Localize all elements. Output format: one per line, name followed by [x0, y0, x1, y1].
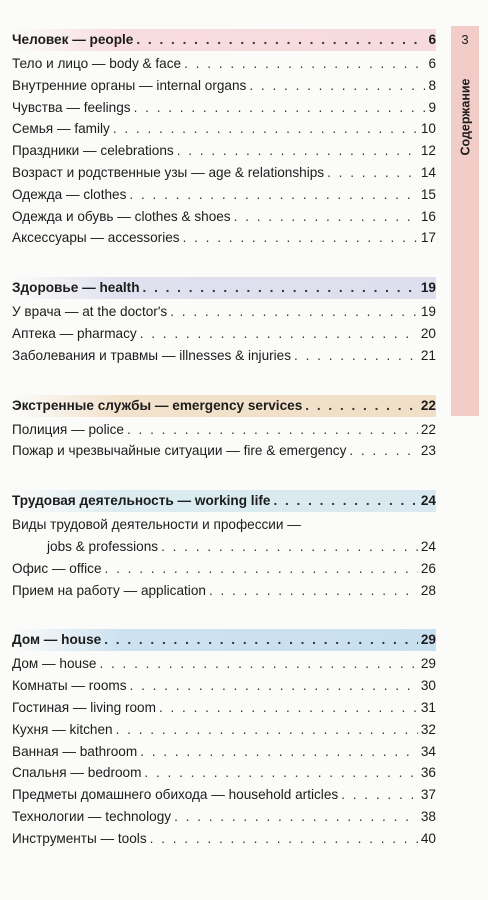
entry-page: 16 — [420, 208, 436, 224]
toc-section-heading[interactable] — [12, 29, 436, 51]
dot-leader — [159, 697, 418, 719]
dot-leader — [140, 741, 418, 763]
side-tab-label: Содержание — [458, 78, 473, 156]
dot-leader — [177, 140, 418, 162]
dot-leader — [327, 162, 418, 184]
toc-entry[interactable] — [12, 806, 436, 828]
entry-page: 37 — [420, 787, 436, 803]
entry-title: Ванная — bathroom — [12, 743, 138, 759]
entry-page: 22 — [420, 421, 436, 437]
toc-entry[interactable] — [12, 697, 436, 719]
dot-leader — [183, 227, 418, 249]
entry-page: 14 — [420, 164, 436, 180]
entry-page: 36 — [420, 765, 436, 781]
heading-title: Экстренные службы — emergency services — [12, 397, 303, 413]
entry-title: Спальня — bedroom — [12, 765, 142, 781]
toc-entry[interactable] — [12, 206, 436, 228]
toc-entry[interactable] — [12, 719, 436, 741]
toc-entry[interactable] — [12, 741, 436, 763]
entry-page: 24 — [420, 538, 436, 554]
entry-page: 30 — [420, 678, 436, 694]
toc-entry[interactable] — [12, 97, 436, 119]
entry-title: Возраст и родственные узы — age & relationships — [12, 164, 325, 180]
dot-leader — [341, 784, 418, 806]
dot-leader — [273, 490, 417, 512]
entry-page: 17 — [420, 230, 436, 246]
entry-title: Тело и лицо — body & face — [12, 56, 182, 71]
toc-entry[interactable] — [12, 345, 436, 367]
entry-title: Аксессуары — accessories — [12, 230, 180, 246]
dot-leader — [134, 97, 426, 119]
toc-entry[interactable] — [12, 653, 436, 675]
toc-entry[interactable] — [12, 53, 436, 75]
entry-page: 19 — [420, 304, 436, 320]
toc-section-heading[interactable] — [12, 490, 436, 512]
entry-title: Офис — office — [12, 560, 102, 576]
entry-title: Комнаты — rooms — [12, 678, 127, 694]
dot-leader — [136, 29, 425, 51]
entry-title: Внутренние органы — internal organs — [12, 77, 247, 93]
toc-entry[interactable] — [12, 828, 436, 850]
entry-title: Пожар и чрезвычайные ситуации — fire & emergency — [12, 443, 347, 459]
dot-leader — [144, 762, 417, 784]
toc-entry[interactable] — [12, 162, 436, 184]
dot-leader — [130, 675, 418, 697]
entry-page: 12 — [420, 143, 436, 159]
toc-entry[interactable] — [12, 184, 436, 206]
dot-leader — [140, 323, 418, 345]
toc-entry[interactable] — [12, 675, 436, 697]
entry-page: 15 — [420, 186, 436, 202]
entry-title: Технологии — technology — [12, 808, 172, 824]
dot-leader — [105, 558, 418, 580]
toc-section-emergency — [12, 395, 436, 463]
side-tab — [451, 26, 479, 416]
toc-section-people — [12, 29, 436, 249]
toc-entry[interactable] — [12, 301, 436, 323]
toc-entry[interactable] — [12, 536, 436, 558]
dot-leader — [99, 653, 417, 675]
entry-title: Дом — house — [12, 656, 97, 672]
entry-title: Аптека — pharmacy — [12, 325, 137, 341]
toc-section-working-life — [12, 490, 436, 601]
toc-entry[interactable] — [12, 558, 436, 580]
heading-page: 24 — [420, 493, 436, 509]
heading-title: Здоровье — health — [12, 280, 140, 296]
entry-title: Кухня — kitchen — [12, 721, 113, 737]
toc-entry[interactable] — [12, 762, 436, 784]
dot-leader — [104, 629, 418, 651]
toc-section-health — [12, 277, 436, 366]
heading-page: 6 — [428, 32, 436, 47]
entry-title: Предметы домашнего обихода — household articles — [12, 787, 339, 803]
dot-leader — [127, 419, 418, 441]
entry-page: 23 — [420, 443, 436, 459]
toc-entry[interactable] — [12, 514, 436, 536]
toc-entry[interactable] — [12, 118, 436, 140]
toc-entry[interactable] — [12, 323, 436, 345]
toc-section-house — [12, 629, 436, 849]
dot-leader — [174, 806, 418, 828]
toc-entry[interactable] — [12, 227, 436, 249]
entry-page: 8 — [428, 77, 436, 93]
dot-leader — [129, 184, 417, 206]
entry-page: 29 — [420, 656, 436, 672]
toc-entry[interactable] — [12, 140, 436, 162]
heading-title: Трудовая деятельность — working life — [12, 493, 271, 509]
entry-page: 20 — [420, 325, 436, 341]
entry-title: Одежда и обувь — clothes & shoes — [12, 208, 231, 224]
entry-page: 34 — [420, 743, 436, 759]
table-of-contents — [12, 29, 436, 864]
entry-page: 38 — [420, 808, 436, 824]
dot-leader — [170, 301, 418, 323]
entry-page: 28 — [420, 582, 436, 598]
entry-title: Инструменты — tools — [12, 830, 147, 846]
toc-section-heading[interactable] — [12, 629, 436, 651]
entry-title: Праздники — celebrations — [12, 143, 174, 159]
dot-leader — [116, 719, 418, 741]
toc-section-heading[interactable] — [12, 395, 436, 417]
toc-entry[interactable] — [12, 784, 436, 806]
entry-page: 26 — [420, 560, 436, 576]
dot-leader — [305, 395, 418, 417]
dot-leader — [150, 828, 418, 850]
dot-leader — [234, 206, 418, 228]
dot-leader — [184, 53, 425, 75]
entry-title: Виды трудовой деятельности и профессии — — [12, 517, 301, 533]
toc-entry[interactable] — [12, 580, 436, 602]
entry-title: Заболевания и травмы — illnesses & injuries — [12, 347, 292, 363]
dot-leader — [249, 75, 425, 97]
entry-page: 21 — [420, 347, 436, 363]
heading-page: 19 — [420, 280, 436, 296]
toc-entry[interactable] — [12, 419, 436, 441]
entry-page: 6 — [428, 56, 436, 71]
heading-page: 22 — [420, 397, 436, 413]
entry-title: У врача — at the doctor's — [12, 304, 168, 320]
entry-title: Одежда — clothes — [12, 186, 127, 202]
dot-leader — [349, 440, 418, 462]
entry-page: 40 — [420, 830, 436, 846]
toc-entry[interactable] — [12, 75, 436, 97]
page-number: 3 — [461, 32, 469, 47]
heading-page: 29 — [420, 632, 436, 648]
side-tab-label-wrap — [451, 62, 479, 172]
entry-title: Семья — family — [12, 121, 110, 137]
entry-title: Прием на работу — application — [12, 582, 206, 598]
entry-title: jobs & professions — [47, 538, 159, 554]
entry-title: Полиция — police — [12, 421, 124, 437]
entry-page: 31 — [420, 699, 436, 715]
dot-leader — [143, 277, 418, 299]
dot-leader — [161, 536, 418, 558]
entry-page: 10 — [420, 121, 436, 137]
entry-title: Гостиная — living room — [12, 699, 156, 715]
dot-leader — [294, 345, 418, 367]
dot-leader — [113, 118, 418, 140]
toc-section-heading[interactable] — [12, 277, 436, 299]
dot-leader — [209, 580, 418, 602]
heading-title: Дом — house — [12, 632, 102, 648]
heading-title: Человек — people — [12, 32, 134, 47]
toc-entry[interactable] — [12, 440, 436, 462]
entry-title: Чувства — feelings — [12, 99, 131, 115]
entry-page: 9 — [428, 99, 436, 115]
entry-page: 32 — [420, 721, 436, 737]
